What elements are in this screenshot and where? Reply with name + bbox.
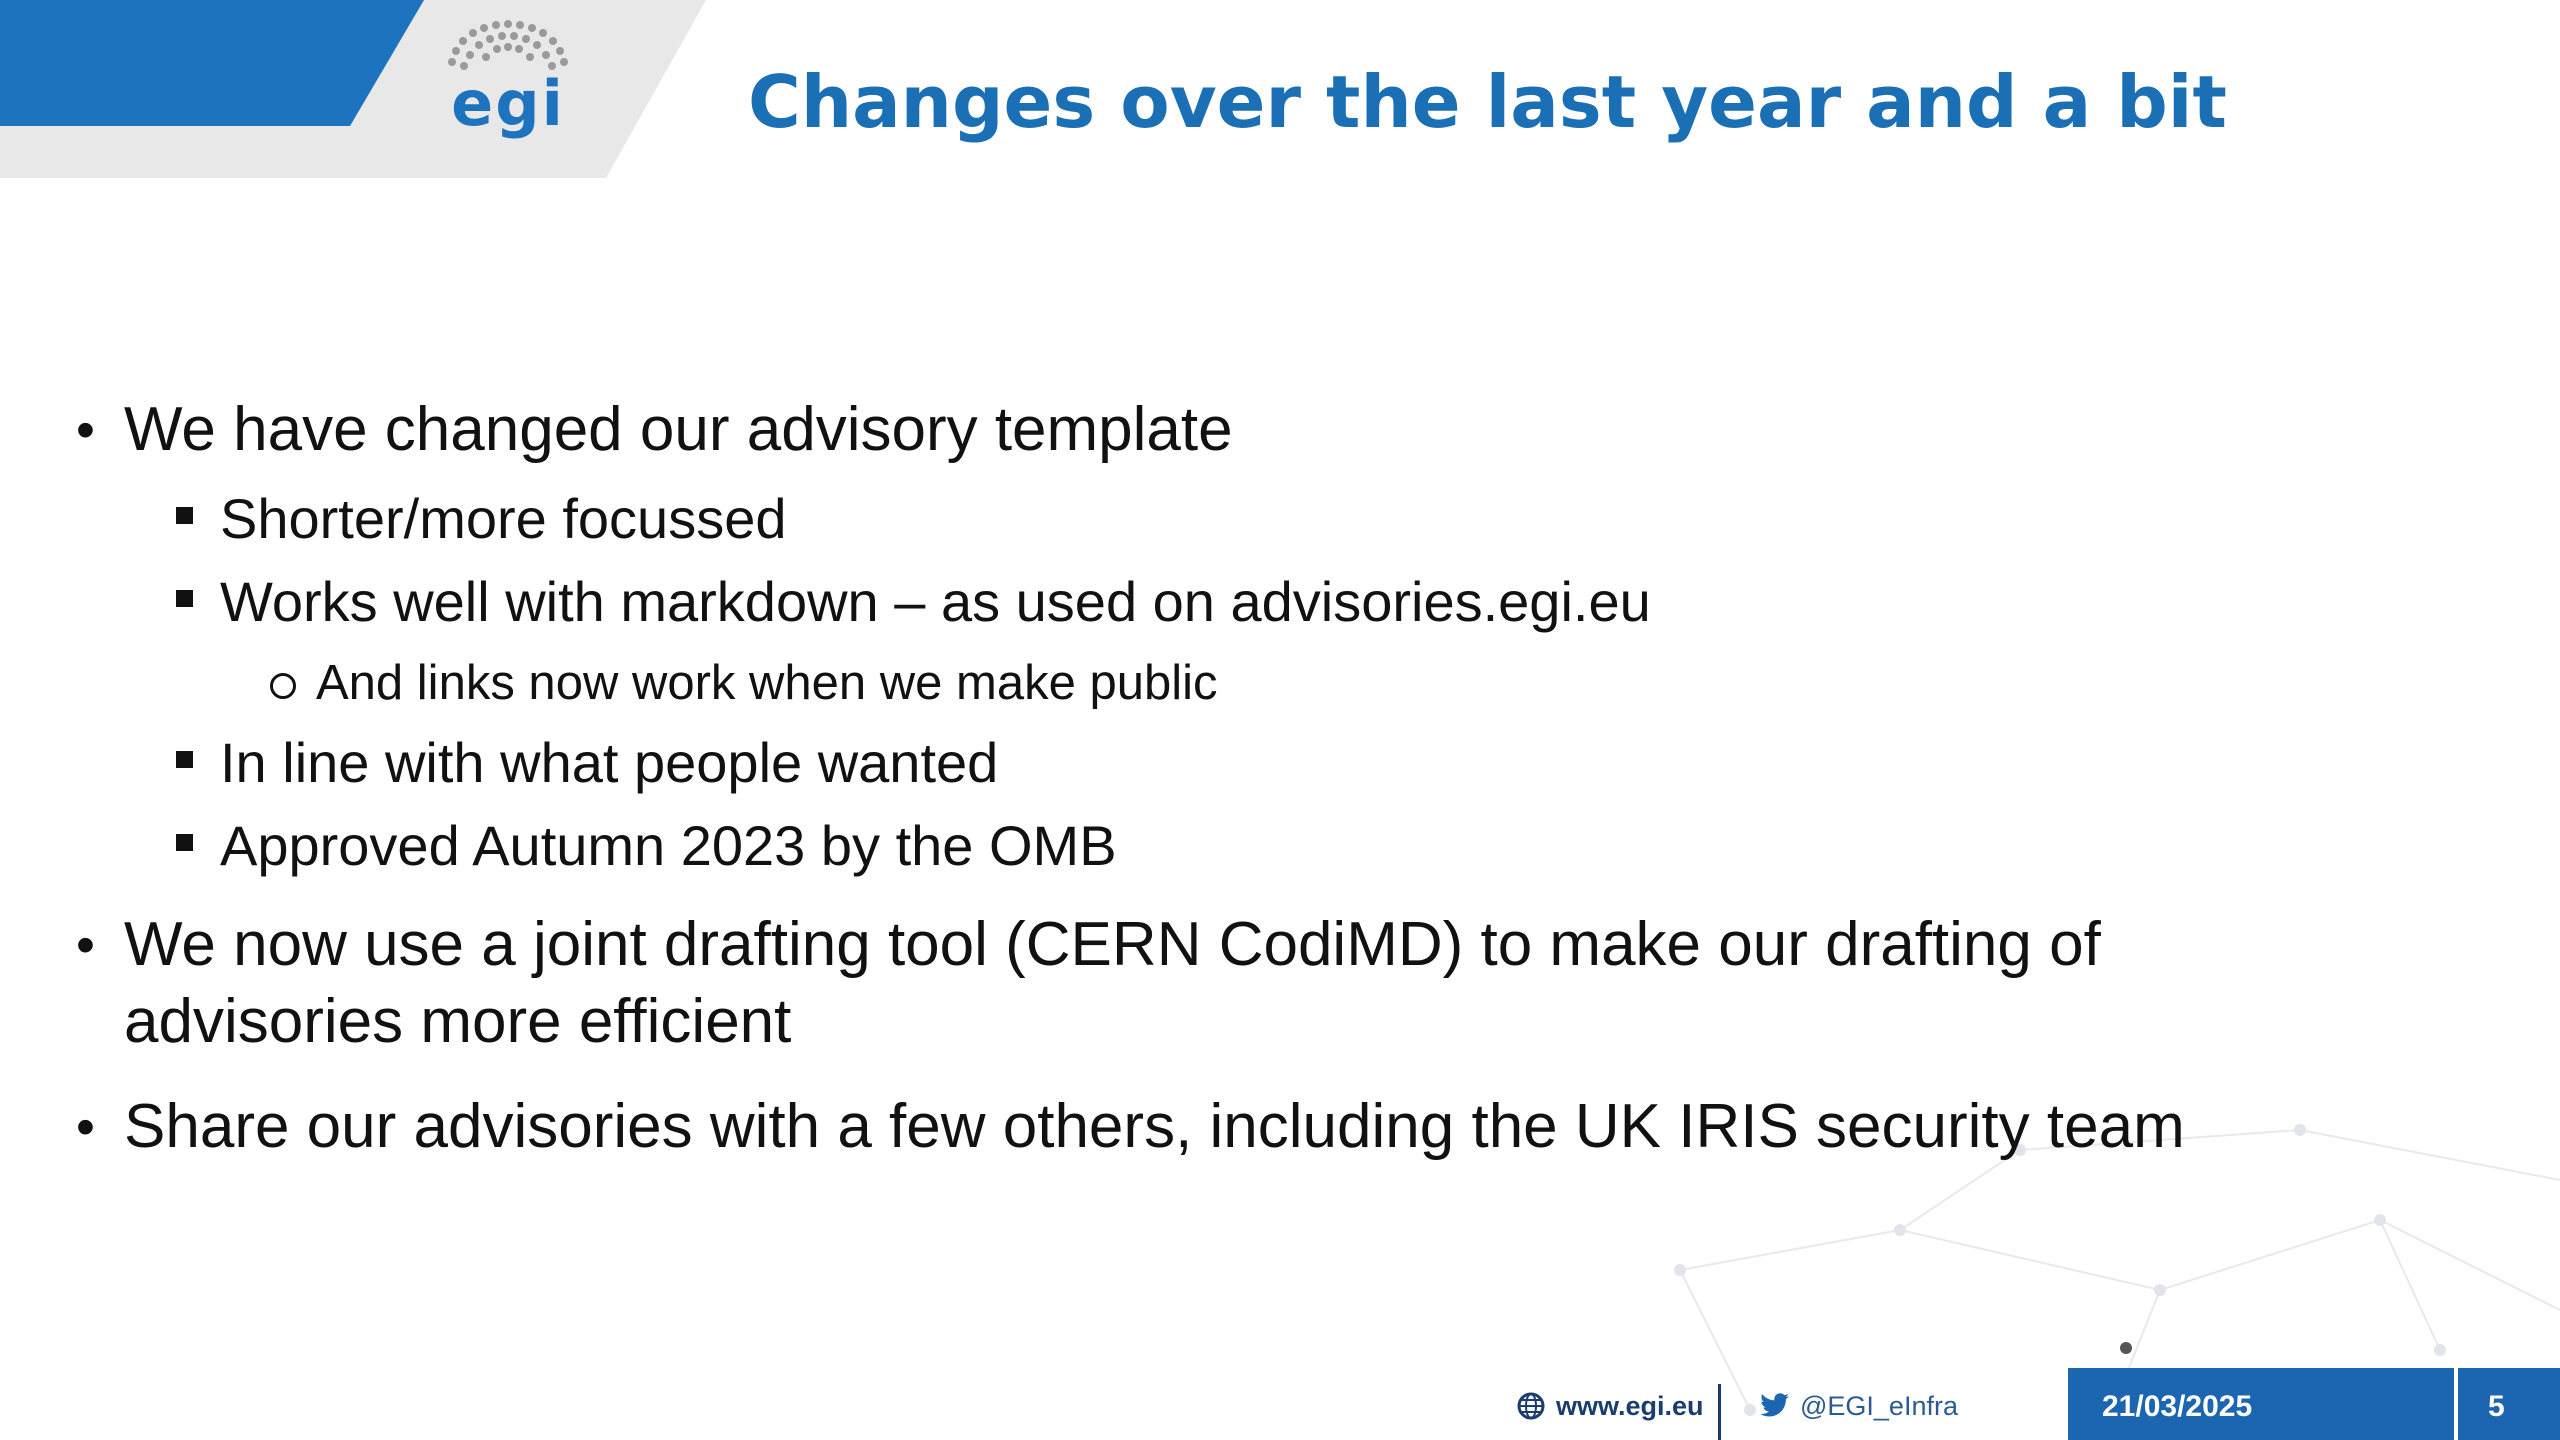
bullet-1-2	[220, 567, 1651, 637]
square-bullet-icon	[176, 590, 193, 607]
twitter-bird-icon	[1758, 1392, 1790, 1420]
bullet-2-line-1: We now use a joint drafting tool (CERN CodiMD) to make our drafting of	[124, 910, 2101, 979]
page-number: 5	[2488, 1390, 2505, 1423]
bullet-3	[76, 1089, 2185, 1165]
bullet-1-1-text: Shorter/more focussed	[220, 487, 787, 550]
bullet-1-2-1-text: And links now work when we make public	[316, 656, 1218, 710]
bullet-2	[76, 907, 2101, 983]
bullet-2-line-2: advisories more efficient	[124, 987, 792, 1056]
bullet-1-text: We have changed our advisory template	[124, 395, 1233, 464]
circle-bullet-icon	[270, 673, 296, 699]
square-bullet-icon	[176, 834, 193, 851]
bullet-1-4	[220, 811, 1117, 881]
bullet-1-1	[220, 484, 786, 554]
bullet-2-continuation	[124, 984, 791, 1060]
twitter-handle[interactable]: @EGI_eInfra	[1800, 1390, 1958, 1421]
bullet-3-text: Share our advisories with a few others, including the UK IRIS security team	[124, 1092, 2185, 1161]
bullet-dot-icon: •	[76, 400, 95, 460]
bullet-1-2-text: Works well with markdown – as used on advisories.egi.eu	[220, 570, 1651, 633]
bullet-1-3	[220, 728, 998, 798]
square-bullet-icon	[176, 751, 193, 768]
bullet-1-3-text: In line with what people wanted	[220, 731, 999, 794]
bullet-dot-icon: •	[76, 1097, 95, 1157]
square-bullet-icon	[176, 507, 193, 524]
footer-website[interactable]	[1516, 1386, 1704, 1426]
footer-date-box	[2068, 1368, 2454, 1440]
bullet-1	[76, 392, 1233, 468]
footer-twitter[interactable]	[1758, 1386, 1958, 1426]
bullet-1-2-1	[316, 652, 1217, 714]
footer-date: 21/03/2025	[2102, 1390, 2253, 1423]
footer-page-box	[2458, 1368, 2560, 1440]
footer-divider	[1718, 1384, 1721, 1440]
bullet-dot-icon: •	[76, 915, 95, 975]
logo-text: egi	[451, 67, 565, 140]
page-title: Changes over the last year and a bit	[748, 60, 2227, 144]
website-link[interactable]: www.egi.eu	[1556, 1390, 1704, 1421]
bullet-1-4-text: Approved Autumn 2023 by the OMB	[220, 814, 1117, 877]
globe-icon	[1516, 1391, 1546, 1421]
